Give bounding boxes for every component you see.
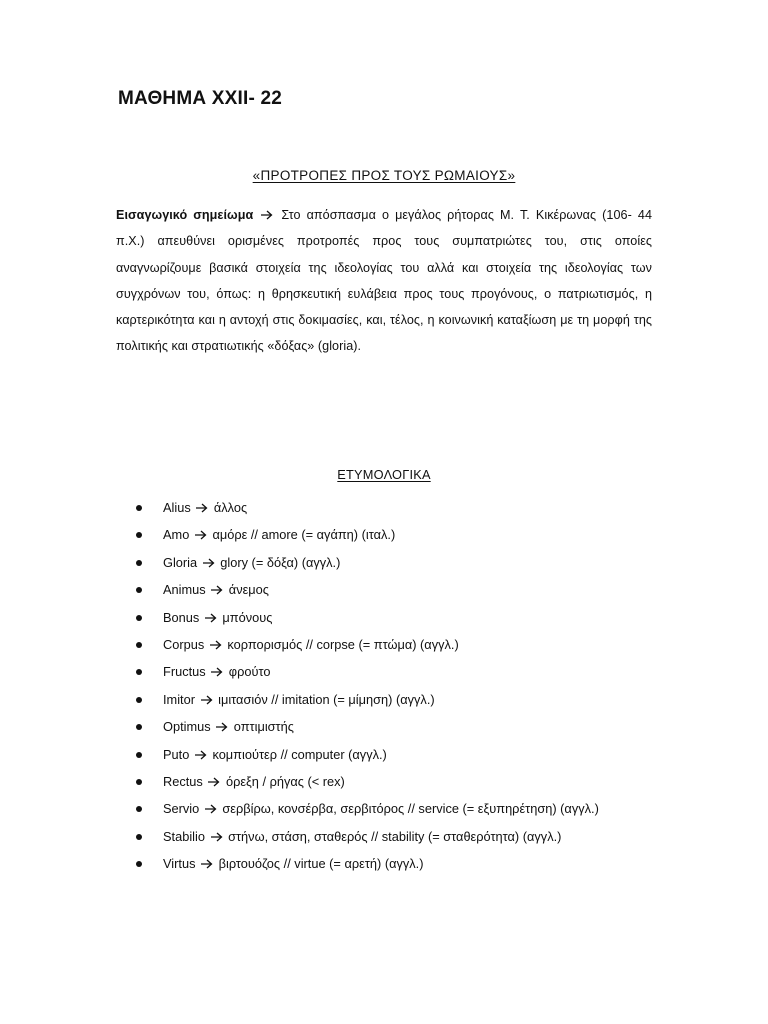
right-arrow-icon xyxy=(210,640,222,650)
bullet-icon xyxy=(136,724,142,730)
etymology-heading-text: ΕΤΥΜΟΛΟΓΙΚΑ xyxy=(337,467,431,482)
list-item xyxy=(136,553,599,580)
derived-words: ιμιτασιόν // imitation (= μίμηση) (αγγλ.) xyxy=(218,691,435,707)
latin-word: Fructus xyxy=(163,664,206,680)
latin-word: Corpus xyxy=(163,636,205,652)
latin-word: Optimus xyxy=(163,719,211,735)
list-item xyxy=(136,580,599,607)
right-arrow-icon xyxy=(211,585,223,595)
list-item xyxy=(136,662,599,689)
derived-words: αμόρε // amore (= αγάπη) (ιταλ.) xyxy=(212,527,396,543)
right-arrow-icon xyxy=(205,804,217,814)
derived-words: βιρτουόζος // virtue (= αρετή) (αγγλ.) xyxy=(218,856,424,872)
right-arrow-icon xyxy=(201,695,213,705)
bullet-icon xyxy=(136,779,142,785)
derived-words: σερβίρω, κονσέρβα, σερβιτόρος // service (= εξυπηρέτηση) (αγγλ.) xyxy=(222,801,599,817)
bullet-icon xyxy=(136,697,142,703)
right-arrow-icon xyxy=(211,832,223,842)
right-arrow-icon xyxy=(208,777,220,787)
list-item xyxy=(136,772,599,799)
derived-words: μπόνους xyxy=(222,609,273,625)
list-item xyxy=(136,827,599,854)
bullet-icon xyxy=(136,532,142,538)
bullet-icon xyxy=(136,834,142,840)
derived-words: glory (= δόξα) (αγγλ.) xyxy=(220,554,341,570)
intro-paragraph xyxy=(116,202,652,360)
latin-word: Puto xyxy=(163,746,190,762)
right-arrow-icon xyxy=(211,667,223,677)
derived-words: οπτιμιστής xyxy=(233,719,294,735)
list-item xyxy=(136,745,599,772)
intro-lead: Εισαγωγικό σημείωμα xyxy=(116,208,254,222)
latin-word: Servio xyxy=(163,801,200,817)
list-item xyxy=(136,525,599,552)
latin-word: Bonus xyxy=(163,609,200,625)
bullet-icon xyxy=(136,615,142,621)
bullet-icon xyxy=(136,669,142,675)
list-item xyxy=(136,690,599,717)
right-arrow-icon xyxy=(203,558,215,568)
intro-text: Στο απόσπασμα ο μεγάλος ρήτορας Μ. Τ. Κικέρωνας (106- 44 π.Χ.) απευθύνει ορισμένες προτροπές προς τους συμπατριώτες του, στις οποίες αναγνωρίζουμε βασικά στοιχεία της ιδεολογίας του αλλά και στοιχεία της ιδεολογίας των συγχρόνων του, όπως: η θρησκευτική ευλάβεια προς τους προγόνους, ο πατριωτισμός, η καρτερικότητα και η αντοχή στις δοκιμασίες, και, τέλος, η κοινωνική καταξίωση με τη μορφή της πολιτικής και στρατιωτικής «δόξας» (gloria). xyxy=(116,208,652,354)
section-heading xyxy=(0,168,768,183)
bullet-icon xyxy=(136,752,142,758)
derived-words: στήνω, στάση, σταθερός // stability (= σταθερότητα) (αγγλ.) xyxy=(228,828,562,844)
bullet-icon xyxy=(136,560,142,566)
latin-word: Amo xyxy=(163,527,190,543)
bullet-icon xyxy=(136,587,142,593)
list-item xyxy=(136,608,599,635)
latin-word: Rectus xyxy=(163,773,203,789)
derived-words: άλλος xyxy=(213,500,248,515)
latin-word: Stabilio xyxy=(163,828,205,844)
derived-words: κομπιούτερ // computer (αγγλ.) xyxy=(212,746,387,762)
etymology-list xyxy=(136,498,599,881)
latin-word: Gloria xyxy=(163,554,198,570)
list-item xyxy=(136,854,599,881)
section-heading-text: «ΠΡΟΤΡΟΠΕΣ ΠΡΟΣ ΤΟΥΣ ΡΩΜΑΙΟΥΣ» xyxy=(252,168,516,183)
right-arrow-icon xyxy=(205,613,217,623)
right-arrow-icon xyxy=(216,722,228,732)
latin-word: Animus xyxy=(163,582,206,598)
bullet-icon xyxy=(136,806,142,812)
bullet-icon xyxy=(136,505,142,511)
derived-words: άνεμος xyxy=(228,582,269,598)
derived-words: όρεξη / ρήγας (< rex) xyxy=(225,773,345,789)
latin-word: Imitor xyxy=(163,691,195,707)
bullet-icon xyxy=(136,642,142,648)
list-item xyxy=(136,635,599,662)
derived-words: κορπορισμός // corpse (= πτώμα) (αγγλ.) xyxy=(227,636,459,652)
list-item xyxy=(136,799,599,826)
list-item xyxy=(136,717,599,744)
right-arrow-icon xyxy=(201,859,213,869)
right-arrow-icon xyxy=(195,750,207,760)
bullet-icon xyxy=(136,861,142,867)
right-arrow-icon xyxy=(195,530,207,540)
derived-words: φρούτο xyxy=(228,664,271,680)
latin-word: Alius xyxy=(163,500,191,515)
right-arrow-icon xyxy=(196,503,208,513)
lesson-title: ΜΑΘΗΜΑ XXII- 22 xyxy=(118,88,283,109)
etymology-heading xyxy=(0,467,768,482)
list-item xyxy=(136,498,599,525)
right-arrow-icon xyxy=(261,210,273,220)
latin-word: Virtus xyxy=(163,856,196,872)
